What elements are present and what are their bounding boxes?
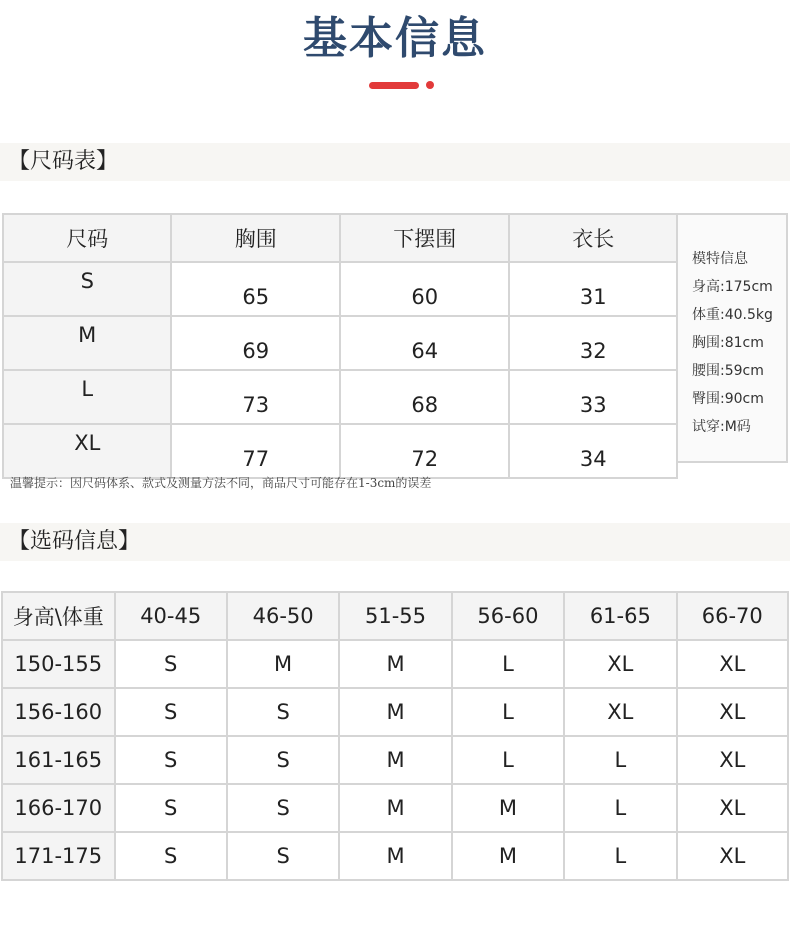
page-title: 基本信息 <box>303 13 487 64</box>
size-cell: 60 <box>340 262 509 316</box>
size-cell: L <box>3 370 171 424</box>
pick-cell: L <box>452 640 564 688</box>
size-cell: 32 <box>509 316 677 370</box>
height-range-cell: 161-165 <box>2 736 115 784</box>
pick-cell: S <box>115 688 227 736</box>
size-cell: 64 <box>340 316 509 370</box>
model-info-line: 臀围:90cm <box>692 391 764 407</box>
size-col-header: 尺码 <box>3 214 171 262</box>
pick-cell: L <box>452 688 564 736</box>
table-row <box>3 370 677 424</box>
size-cell: 65 <box>171 262 340 316</box>
title-underline <box>369 82 419 89</box>
height-range-cell: 150-155 <box>2 640 115 688</box>
pick-cell: S <box>227 784 339 832</box>
pick-cell: M <box>452 784 564 832</box>
model-info-panel <box>678 213 788 463</box>
pick-cell: M <box>339 688 451 736</box>
pick-cell: M <box>339 640 451 688</box>
pick-cell: M <box>227 640 339 688</box>
table-row <box>3 316 677 370</box>
pick-cell: XL <box>564 688 676 736</box>
model-info-title: 模特信息 <box>692 251 748 267</box>
table-row <box>3 424 677 478</box>
pick-col-header: 身高\体重 <box>2 592 115 640</box>
model-info-line: 试穿:M码 <box>692 419 751 435</box>
model-info-line: 胸围:81cm <box>692 335 764 351</box>
size-col-header: 下摆围 <box>340 214 509 262</box>
pick-cell: S <box>115 832 227 880</box>
size-cell: 33 <box>509 370 677 424</box>
size-col-header: 衣长 <box>509 214 677 262</box>
pick-cell: M <box>339 736 451 784</box>
pick-cell: S <box>227 736 339 784</box>
table-row <box>2 784 788 832</box>
pick-col-header: 46-50 <box>227 592 339 640</box>
size-cell: 34 <box>509 424 677 478</box>
height-range-cell: 171-175 <box>2 832 115 880</box>
pick-col-header: 40-45 <box>115 592 227 640</box>
pick-table-header <box>2 592 788 640</box>
size-col-header: 胸围 <box>171 214 340 262</box>
size-cell: 72 <box>340 424 509 478</box>
size-cell: 68 <box>340 370 509 424</box>
height-range-cell: 156-160 <box>2 688 115 736</box>
pick-cell: XL <box>677 784 788 832</box>
pick-cell: XL <box>677 688 788 736</box>
size-pick-heading: 【选码信息】 <box>0 523 790 561</box>
pick-cell: XL <box>677 736 788 784</box>
pick-cell: S <box>115 784 227 832</box>
size-cell: 69 <box>171 316 340 370</box>
pick-col-header: 51-55 <box>339 592 451 640</box>
pick-col-header: 56-60 <box>452 592 564 640</box>
size-cell: 31 <box>509 262 677 316</box>
pick-cell: S <box>227 688 339 736</box>
size-cell: S <box>3 262 171 316</box>
pick-cell: S <box>115 640 227 688</box>
pick-cell: L <box>564 784 676 832</box>
pick-col-header: 61-65 <box>564 592 676 640</box>
pick-cell: M <box>452 832 564 880</box>
table-row <box>2 688 788 736</box>
size-table-header <box>3 214 677 262</box>
size-cell: 73 <box>171 370 340 424</box>
pick-cell: XL <box>677 640 788 688</box>
pick-cell: L <box>564 832 676 880</box>
pick-cell: L <box>452 736 564 784</box>
model-info-line: 腰围:59cm <box>692 363 764 379</box>
pick-cell: XL <box>564 640 676 688</box>
model-info-line: 身高:175cm <box>692 279 773 295</box>
size-pick-table <box>1 591 789 881</box>
pick-cell: M <box>339 832 451 880</box>
pick-cell: M <box>339 784 451 832</box>
table-row <box>2 736 788 784</box>
pick-cell: XL <box>677 832 788 880</box>
table-row <box>2 832 788 880</box>
size-table <box>2 213 678 479</box>
pick-col-header: 66-70 <box>677 592 788 640</box>
size-chart-heading: 【尺码表】 <box>0 143 790 181</box>
height-range-cell: 166-170 <box>2 784 115 832</box>
table-row <box>2 640 788 688</box>
model-info-line: 体重:40.5kg <box>692 307 773 323</box>
title-dot <box>426 81 434 89</box>
size-cell: M <box>3 316 171 370</box>
size-cell: 77 <box>171 424 340 478</box>
table-row <box>3 262 677 316</box>
pick-cell: S <box>227 832 339 880</box>
size-cell: XL <box>3 424 171 478</box>
pick-cell: L <box>564 736 676 784</box>
measurement-tip: 温馨提示：因尺码体系、款式及测量方法不同，商品尺寸可能存在1-3cm的误差 <box>10 476 432 490</box>
pick-cell: S <box>115 736 227 784</box>
